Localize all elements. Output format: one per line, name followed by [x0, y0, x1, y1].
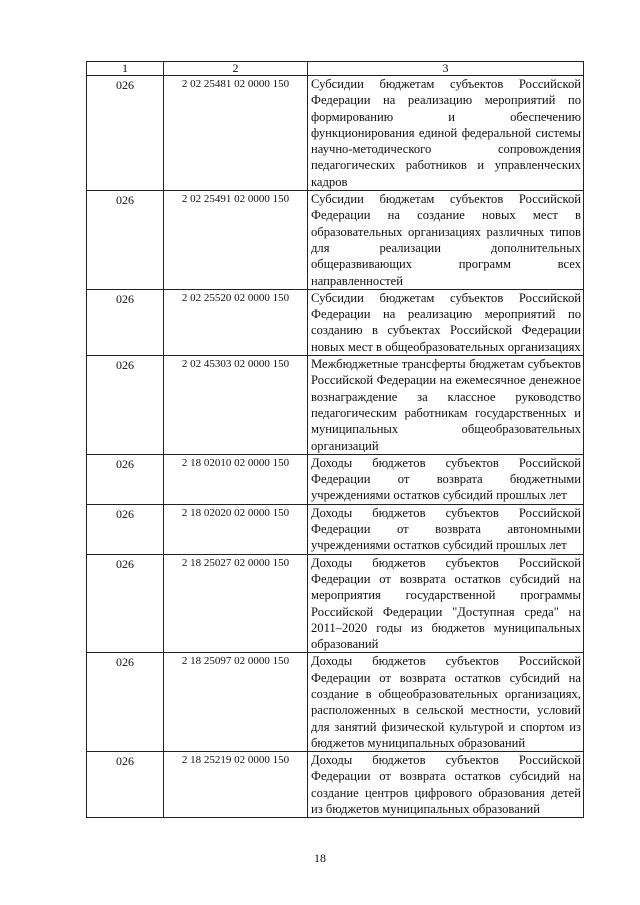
description-cell: Доходы бюджетов субъектов Российской Федерации от возврата остатков субсидий на создание в общеобразовательных организациях, расположенных в сельской местности, условий для занятий физической культурой и спортом из бюджетов муниципальных образований: [308, 653, 584, 752]
description-cell: Межбюджетные трансферты бюджетам субъектов Российской Федерации на ежемесячное денежное вознаграждение за классное руководство педагогическим работникам государственных и муниципальных общеобразовательных организаций: [308, 356, 584, 455]
revenue-code-cell: 2 02 25520 02 0000 150: [164, 289, 308, 355]
admin-code-cell: 026: [87, 752, 164, 818]
revenue-code-cell: 2 18 02020 02 0000 150: [164, 504, 308, 554]
admin-code-cell: 026: [87, 76, 164, 191]
revenue-code-cell: 2 02 25491 02 0000 150: [164, 191, 308, 290]
table-body: [87, 76, 584, 818]
table-row: [87, 289, 584, 355]
page-number: 18: [314, 851, 326, 865]
description-cell: Доходы бюджетов субъектов Российской Федерации от возврата остатков субсидий на мероприятия государственной программы Российской Федерации "Доступная среда" на 2011–2020 годы из бюджетов муниципальных образований: [308, 554, 584, 653]
table-row: [87, 752, 584, 818]
admin-code-cell: 026: [87, 191, 164, 290]
revenue-code-cell: 2 18 25027 02 0000 150: [164, 554, 308, 653]
table-row: [87, 454, 584, 504]
description-cell: Субсидии бюджетам субъектов Российской Федерации на реализацию мероприятий по формированию и обеспечению функционирования единой федеральной системы научно-методического сопровождения педагогических работников и управленческих кадров: [308, 76, 584, 191]
admin-code-cell: 026: [87, 454, 164, 504]
revenue-code-cell: 2 18 25219 02 0000 150: [164, 752, 308, 818]
table-row: [87, 554, 584, 653]
description-cell: Доходы бюджетов субъектов Российской Федерации от возврата бюджетными учреждениями остатков субсидий прошлых лет: [308, 454, 584, 504]
revenue-code-cell: 2 18 25097 02 0000 150: [164, 653, 308, 752]
revenue-code-cell: 2 18 02010 02 0000 150: [164, 454, 308, 504]
column-header-3: 3: [308, 62, 584, 76]
table-row: [87, 76, 584, 191]
admin-code-cell: 026: [87, 356, 164, 455]
description-cell: Доходы бюджетов субъектов Российской Федерации от возврата остатков субсидий на создание центров цифрового образования детей из бюджетов муниципальных образований: [308, 752, 584, 818]
description-cell: Субсидии бюджетам субъектов Российской Федерации на реализацию мероприятий по созданию в субъектах Российской Федерации новых мест в общеобразовательных организациях: [308, 289, 584, 355]
column-header-1: 1: [87, 62, 164, 76]
admin-code-cell: 026: [87, 289, 164, 355]
table-header-row: [87, 62, 584, 76]
table-row: [87, 504, 584, 554]
column-header-2: 2: [164, 62, 308, 76]
description-cell: Субсидии бюджетам субъектов Российской Федерации на создание новых мест в образовательных организациях различных типов для реализации дополнительных общеразвивающих программ всех направленностей: [308, 191, 584, 290]
revenue-code-cell: 2 02 45303 02 0000 150: [164, 356, 308, 455]
admin-code-cell: 026: [87, 504, 164, 554]
revenue-code-cell: 2 02 25481 02 0000 150: [164, 76, 308, 191]
admin-code-cell: 026: [87, 554, 164, 653]
description-cell: Доходы бюджетов субъектов Российской Федерации от возврата автономными учреждениями остатков субсидий прошлых лет: [308, 504, 584, 554]
table-row: [87, 653, 584, 752]
table-row: [87, 356, 584, 455]
table-row: [87, 191, 584, 290]
admin-code-cell: 026: [87, 653, 164, 752]
budget-codes-table: [86, 61, 584, 818]
